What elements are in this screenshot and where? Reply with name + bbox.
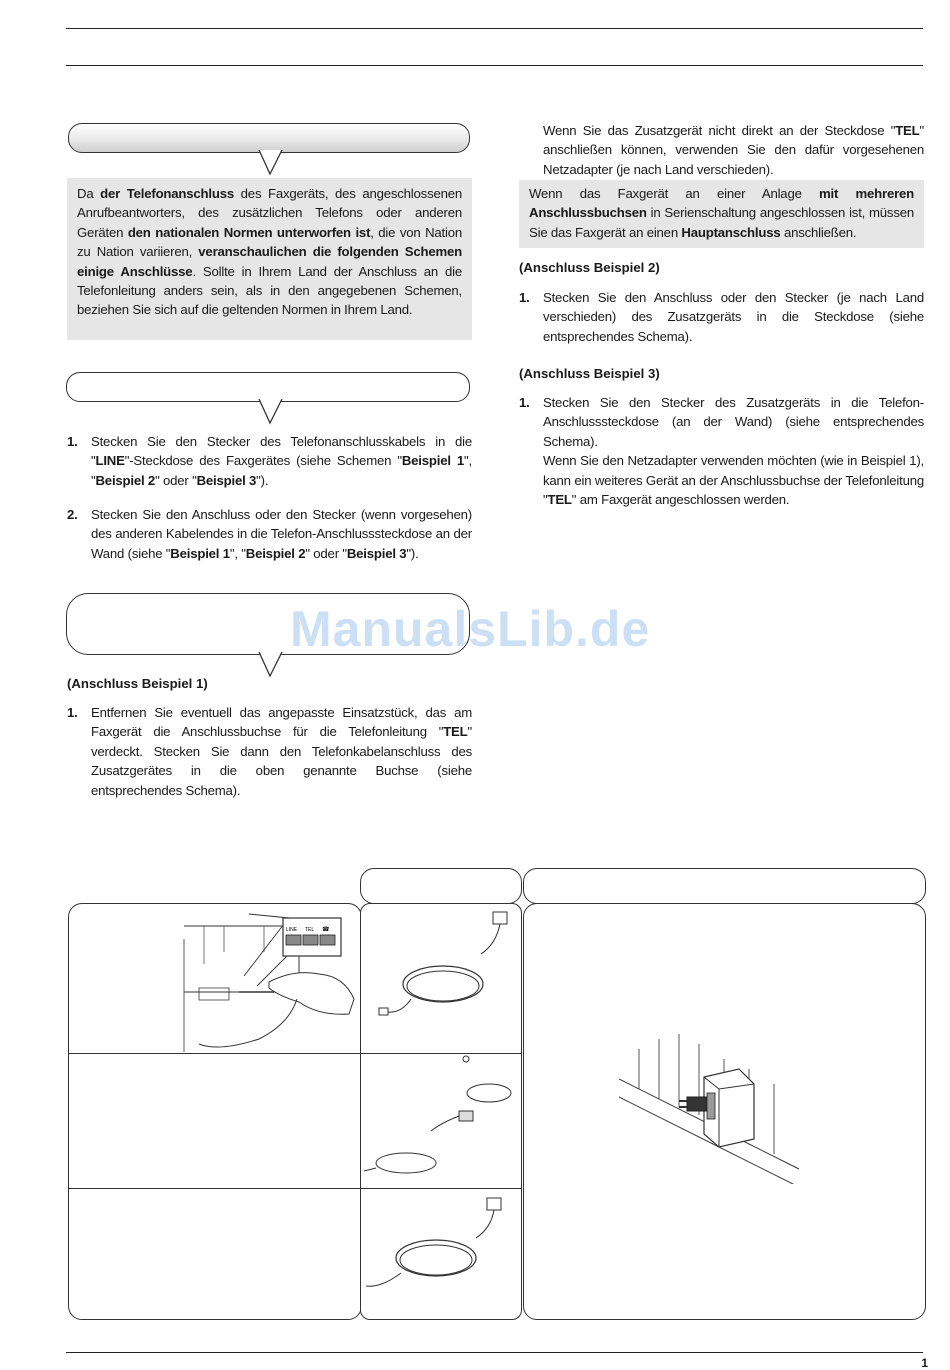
- bubble-tail-2: [258, 399, 284, 425]
- bubble-tail-3: [258, 652, 284, 678]
- step-text: Entfernen Sie eventuell das angepasste Einsatzstück, das am Faxgerät die Anschlussbuchse für die Telefonleitung "TEL" verdeckt. Stecken Sie dann den Telefonkabelanschluss des Zusatzgerätes in die oben genannte Buchse (siehe entsprechendes Schema).: [91, 705, 472, 798]
- step-number: 1.: [519, 395, 530, 410]
- phone-port-label: ☎: [322, 926, 330, 933]
- example2-heading: (Anschluss Beispiel 2): [519, 260, 660, 275]
- tel-port-label: TEL: [305, 927, 315, 933]
- panel-divider: [69, 1188, 361, 1189]
- top-rule-1: [66, 28, 923, 29]
- multi-socket-note: Wenn das Faxgerät an einer Anlage mit mehreren Anschlussbuchsen in Serienschaltung angeschlossen ist, müssen Sie das Faxgerät an einen Hauptanschluss anschließen.: [519, 180, 924, 248]
- section-title-bubble-1: [68, 123, 470, 153]
- step-text: Stecken Sie den Stecker des Zusatzgeräts in die Telefon-Anschlusssteckdose (an der Wand) (siehe entsprechendes Schema). Wenn Sie den Netzadapter verwenden möchten (wie in Beispiel 1), kann ein weiteres Gerät an der Anschlussbuchse der Telefonleitung "TEL" am Faxgerät angeschlossen werden.: [543, 395, 924, 508]
- intro-box: [67, 178, 472, 340]
- paragraph-text: Wenn Sie das Zusatzgerät nicht direkt an der Steckdose "TEL" anschließen können, verwenden Sie den dafür vorgesehenen Netzadapter (je nach Land verschieden).: [543, 123, 924, 177]
- intro-text: Da der Telefonanschluss des Faxgeräts, des angeschlossenen Anrufbeantworters, des zusätzlichen Telefons oder anderen Geräten den nationalen Normen unterworfen ist, die von Nation zu Nation variieren, veranschaulichen die folgenden Schemen einige Anschlüsse. Sollte in Ihrem Land der Anschluss an die Telefonleitung anders sein, als in den angegebenen Schemen, beziehen Sie sich auf die geltenden Normen in Ihrem Land.: [77, 186, 463, 318]
- step-number: 1.: [519, 290, 530, 305]
- step-number: 1.: [67, 705, 78, 720]
- top-rule-2: [66, 65, 923, 66]
- step-text: Stecken Sie den Anschluss oder den Stecker (wenn vorgesehen) des anderen Kabelendes in die Telefon-Anschlusssteckdose an der Wand (siehe "Beispiel 1", "Beispiel 2" oder "Beispiel 3").: [91, 507, 472, 561]
- wall-socket-panel: [523, 903, 926, 1320]
- section-title-bubble-2: [66, 372, 470, 402]
- example1-heading: (Anschluss Beispiel 1): [67, 676, 208, 691]
- cable-illustration-1: [361, 904, 521, 1053]
- bubble-tail-1: [258, 150, 284, 176]
- step-number: 2.: [67, 507, 78, 522]
- step-number: 1.: [67, 434, 78, 449]
- figure-header-bubble-2: [523, 868, 926, 904]
- cable-panel: [360, 903, 522, 1320]
- step-text: Stecken Sie den Anschluss oder den Stecker (je nach Land verschieden) des Zusatzgeräts in die Steckdose (siehe entsprechendes Schema).: [543, 290, 924, 344]
- wall-socket-illustration: [619, 1029, 819, 1184]
- fax-panel: [68, 903, 362, 1320]
- page-number: 1: [921, 1356, 928, 1370]
- line-port-label: LINE: [286, 927, 298, 933]
- cable-illustration-3: [361, 1188, 521, 1319]
- bottom-rule: [66, 1352, 923, 1353]
- fax-port-illustration: [179, 904, 361, 1054]
- figure-header-bubble-1: [360, 868, 522, 904]
- cable-illustration-2: [361, 1053, 521, 1188]
- example3-heading: (Anschluss Beispiel 3): [519, 366, 660, 381]
- step-text: Stecken Sie den Stecker des Telefonanschlusskabels in die "LINE"-Steckdose des Faxgerätes (siehe Schemen "Beispiel 1", "Beispiel 2" oder "Beispiel 3").: [91, 434, 472, 488]
- watermark: ManualsLib.de: [290, 601, 651, 657]
